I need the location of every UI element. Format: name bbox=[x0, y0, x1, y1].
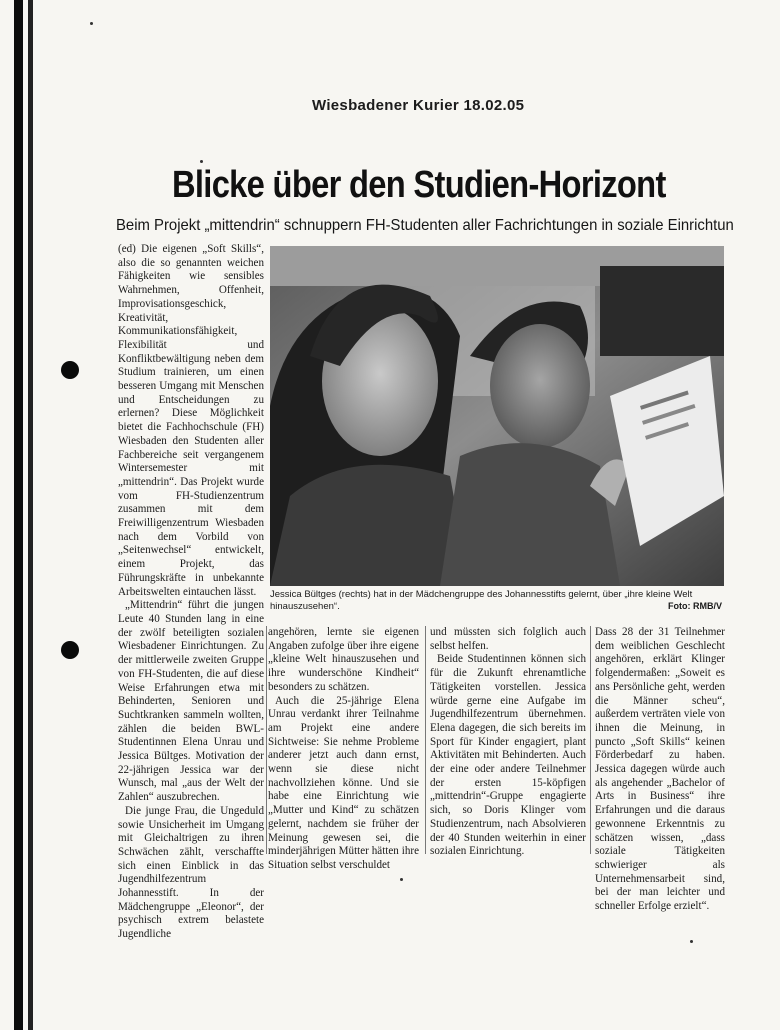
paragraph: Beide Studentinnen können sich für die Zukunft ehrenamtliche Tätigkeiten vorstellen. Jessica würde gerne eine Aufgabe im Jugendhilfezentrum übernehmen. Elena dagegen, die sich bereits im Sport für Kinder engagiert, plant Aktivitäten mit Behinderten. Auch der eine oder andere Teilnehmer der ersten 15-köpfigen „mittendrin“-Gruppe engagierte sich, so Doris Klinger vom Studienzentrum, nach Absolvieren der 40 Stunden weiterhin in einer sozialen Einrichtung. bbox=[430, 653, 586, 858]
scan-speck bbox=[400, 878, 403, 881]
photo-caption bbox=[270, 589, 726, 615]
paragraph: und müssten sich folglich auch selbst helfen. bbox=[430, 626, 586, 652]
article-column-2 bbox=[268, 626, 419, 871]
scan-speck bbox=[200, 160, 203, 163]
scan-speck bbox=[90, 22, 93, 25]
scan-edge-bar bbox=[28, 0, 33, 1030]
article-photo bbox=[270, 246, 724, 586]
scan-speck bbox=[690, 940, 693, 943]
paragraph: Dass 28 der 31 Teilnehmer dem weiblichen Geschlecht angehören, erklärt Klinger folgendermaßen: „Soweit es ans Persönliche geht, werden die Männer scheu“, außerdem verträten viele von ihnen die Meinung, in puncto „Soft Skills“ keinen Förderbedarf zu haben. Jessica dagegen würde auch als angehender „Bachelor of Arts in Business“ ihre Erfahrungen und die daraus gewonnene Erkenntnis zu schätzen wissen, „dass soziale Tätigkeiten schwieriger als Unternehmensarbeit sind, bei der man leichter und schneller Erfolge erzielt“. bbox=[595, 626, 725, 913]
article-column-3 bbox=[430, 626, 586, 858]
punch-hole bbox=[61, 641, 79, 659]
article-subheadline: Beim Projekt „mittendrin“ schnuppern FH-Studenten aller Fachrichtungen in soziale Einrichtun bbox=[116, 217, 734, 234]
paragraph: Auch die 25-jährige Elena Unrau verdankt ihrer Teilnahme am Projekt eine andere Sichtweise: Sie nehme Probleme anderer jetzt auch dann ernst, wenn sie diese nicht nachvollziehen könne. Und sie habe eine Einrichtung wie „Mutter und Kind“ zu schätzen gelernt, nachdem sie früher der Meinung gewesen sei, die minderjährigen Mütter hätten ihre Situation selbst verschuldet bbox=[268, 694, 419, 871]
punch-hole bbox=[61, 361, 79, 379]
column-rule bbox=[590, 626, 591, 854]
column-rule bbox=[425, 626, 426, 854]
photo-two-women-reading bbox=[270, 246, 724, 586]
article-column-4 bbox=[595, 626, 725, 913]
article-headline: Blicke über den Studien-Horizont bbox=[172, 164, 666, 206]
paragraph: (ed) Die eigenen „Soft Skills“, also die so genannten weichen Fähigkeiten wie sensibles Wahrnehmen, Offenheit, Improvisationsgeschick, Kreativität, Kommunikationsfähigkeit, Flexibilität und Konfliktbewältigung neben dem Studium trainieren, um einen besseren Umgang mit Menschen und Entscheidungen zu erlernen? Diese Möglichkeit bietet die Fachhochschule (FH) Wiesbaden den Studenten aller Fachbereiche seit vergangenem Wintersemester mit „mittendrin“. Das Projekt wurde vom FH-Studienzentrum zusammen mit dem Freiwilligenzentrum Wiesbaden nach dem Vorbild von „Seitenwechsel“ entwickelt, einem Projekt, das Führungskräfte in unbekannte Arbeitswelten eintauchen lässt. bbox=[118, 243, 264, 598]
newspaper-source: Wiesbadener Kurier 18.02.05 bbox=[312, 97, 525, 114]
paragraph: Die junge Frau, die Ungeduld sowie Unsicherheit im Umgang mit Gleichaltrigen zu ihren Schwächen zählt, verschaffte sich einen Einblick in das Jugendhilfezentrum Johannesstift. In der Mädchengruppe „Eleonor“, der psychisch extrem belastete Jugendliche bbox=[118, 804, 264, 941]
paragraph: „Mittendrin“ führt die jungen Leute 40 Stunden lang in eine der zwölf beteiligten sozialen Wiesbadener Einrichtungen. Zu der mittlerweile zweiten Gruppe von FH-Studenten, die auf diese Weise Erfahrungen etwa mit Behinderten, Senioren und Suchtkranken sammeln wollten, zählen die beiden BWL-Studentinnen Elena Unrau und Jessica Bültges. Motivation der 22-jährigen Jessica war der Wunsch, mal „aus der Welt der Zahlen“ auszubrechen. bbox=[118, 599, 264, 804]
photo-credit: Foto: RMB/V bbox=[668, 601, 722, 611]
paragraph: angehören, lernte sie eigenen Angaben zufolge über ihre eigene „kleine Welt hinauszusehen und ihre wunderschöne Kindheit“ besonders zu schätzen. bbox=[268, 626, 419, 693]
caption-text: Jessica Bültges (rechts) hat in der Mädchengruppe des Johannesstifts gelernt, über „ihre kleine Welt hinauszusehen“. bbox=[270, 589, 693, 612]
article-column-1 bbox=[118, 243, 264, 941]
scan-edge-bar bbox=[14, 0, 23, 1030]
column-rule bbox=[266, 626, 267, 854]
